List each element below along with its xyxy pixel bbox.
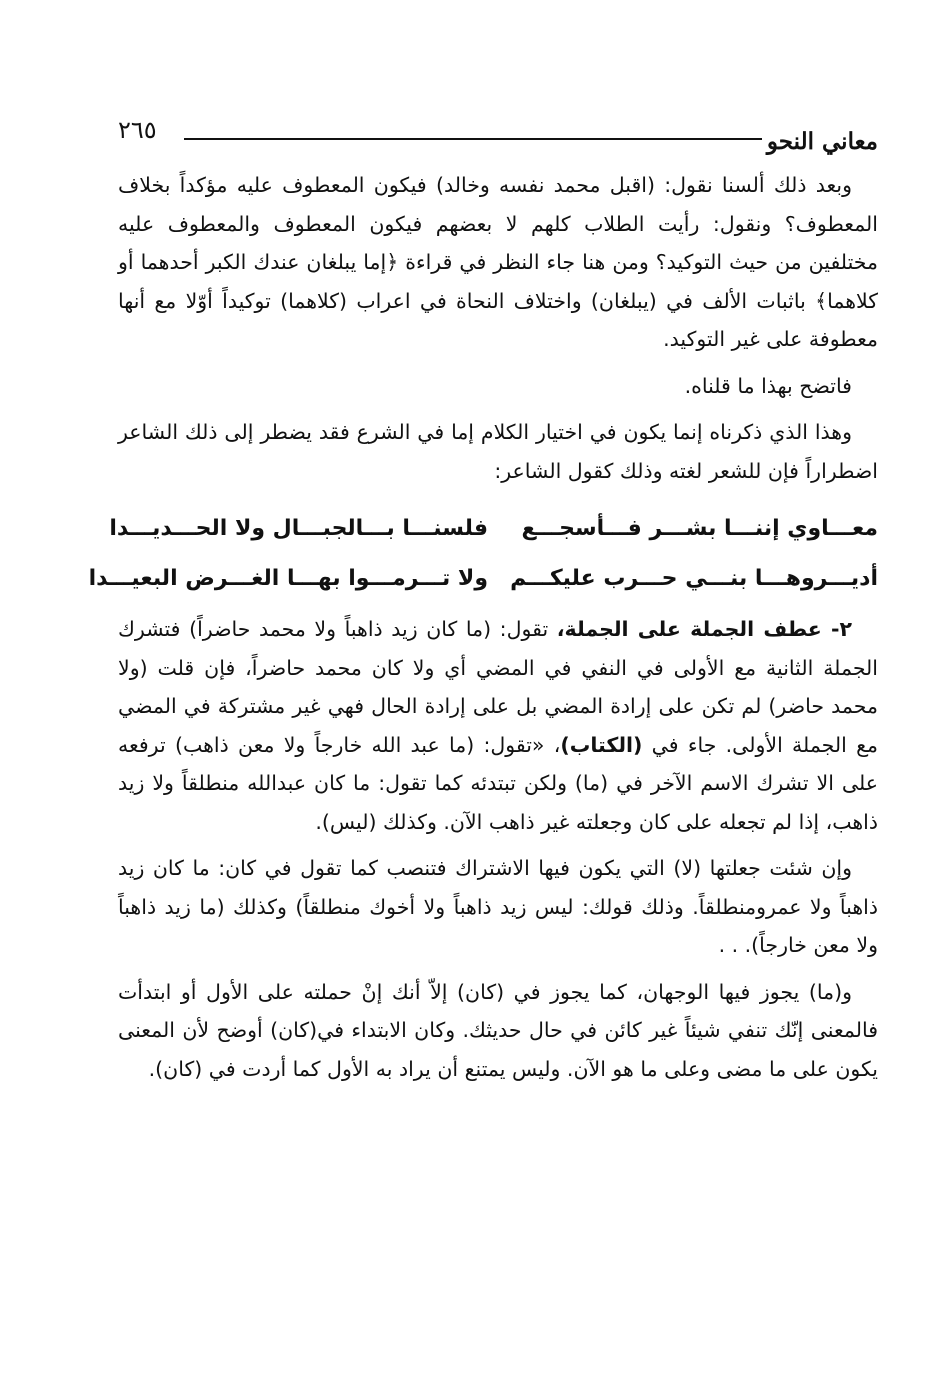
poem-verse-2-first-hemistich: أديـــروهـــا بنـــي حـــرب عليكـــم xyxy=(510,566,878,591)
section-2-text-part-1: تقول: (ما كان زيد ذاهباً ولا محمد حاضراً) فتشرك الجملة الثانية مع الأولى في النفي في المضي أي ولا كان محمد حاضراً، فإن قلت (ولا محمد حاضر) لم تكن على إرادة المضي بل على إرادة الحال فهي غير مشتركة في المضي مع الجملة الأولى. جاء في xyxy=(118,617,878,757)
poem-verse-2-second-hemistich: ولا تـــرمـــوا بهـــا الغـــرض البعيـــدا xyxy=(88,566,488,591)
paragraph-2: فاتضح بهذا ما قلناه. xyxy=(684,373,852,398)
book-reference: (الكتاب) xyxy=(560,732,643,757)
paragraph-1: وبعد ذلك ألسنا نقول: (اقبل محمد نفسه وخالد) فيكون المعطوف عليه مؤكداً بخلاف المعطوف؟ ونقول: رأيت الطلاب كلهم لا بعضهم فيكون المعطوف والمعطوف عليه مختلفين من حيث التوكيد؟ ومن هنا جاء النظر في قراءة ﴿إما يبلغان عندك الكبر أحدهما أو كلاهما﴾ باثبات الألف في (يبلغان) واختلاف النحاة في اعراب (كلاهما) توكيداً أوّلا مع أنها معطوفة على غير التوكيد. xyxy=(118,173,878,351)
poem xyxy=(88,504,878,604)
poem-verse-1 xyxy=(109,504,878,554)
running-title: معاني النحو xyxy=(766,128,878,155)
page-header xyxy=(118,110,878,162)
header-rule xyxy=(184,138,762,140)
section-2-heading: ٢- عطف الجملة على الجملة، xyxy=(556,617,852,641)
paragraph-3: وهذا الذي ذكرناه إنما يكون في اختيار الكلام إما في الشرع فقد يضطر إلى ذلك الشاعر اضطراراً فإن للشعر لغته وذلك كقول الشاعر: xyxy=(118,420,878,483)
paragraph-5: وإن شئت جعلتها (لا) التي يكون فيها الاشتراك فتنصب كما تقول في كان: ما كان زيد ذاهباً ولا عمرومنطلقاً. وذلك قولك: ليس زيد ذاهباً ولا أخوك منطلقاً) وكذلك (ما زيد ذاهباً ولا معن خارجاً). . . xyxy=(118,856,878,957)
section-2-text-part-2: ، «تقول: (ما عبد الله خارجاً ولا معن ذاهب) ترفعه على الا تشرك الاسم الآخر في (ما) ولكن تبتدئه كما تقول: ما كان عبدالله منطلقاً ولا زيد ذاهب، إذا لم تجعله على كان وجعلته غير ذاهب الآن. وكذلك (ليس). xyxy=(118,732,878,834)
poem-verse-1-second-hemistich: فلسنـــا بـــالجبـــال ولا الحـــديـــدا xyxy=(109,516,488,541)
page-number: ٢٦٥ xyxy=(118,116,157,144)
book-page xyxy=(88,110,878,1088)
poem-verse-2 xyxy=(88,554,878,604)
section-2-paragraph xyxy=(118,610,878,841)
poem-verse-1-first-hemistich: معـــاوي إننـــا بشـــر فـــأسجـــع xyxy=(521,516,878,541)
paragraph-6: و(ما) يجوز فيها الوجهان، كما يجوز في (كان) إلاّ أنك إنْ حملته على الأول أو ابتدأت فالمعنى إنّك تنفي شيئاً غير كائن في حال حديثك. وكان الابتداء في(كان) أوضح لأن المعنى يكون على ما مضى وعلى ما هو الآن. وليس يمتنع أن يراد به الأول كما أردت في (كان). xyxy=(118,979,878,1081)
